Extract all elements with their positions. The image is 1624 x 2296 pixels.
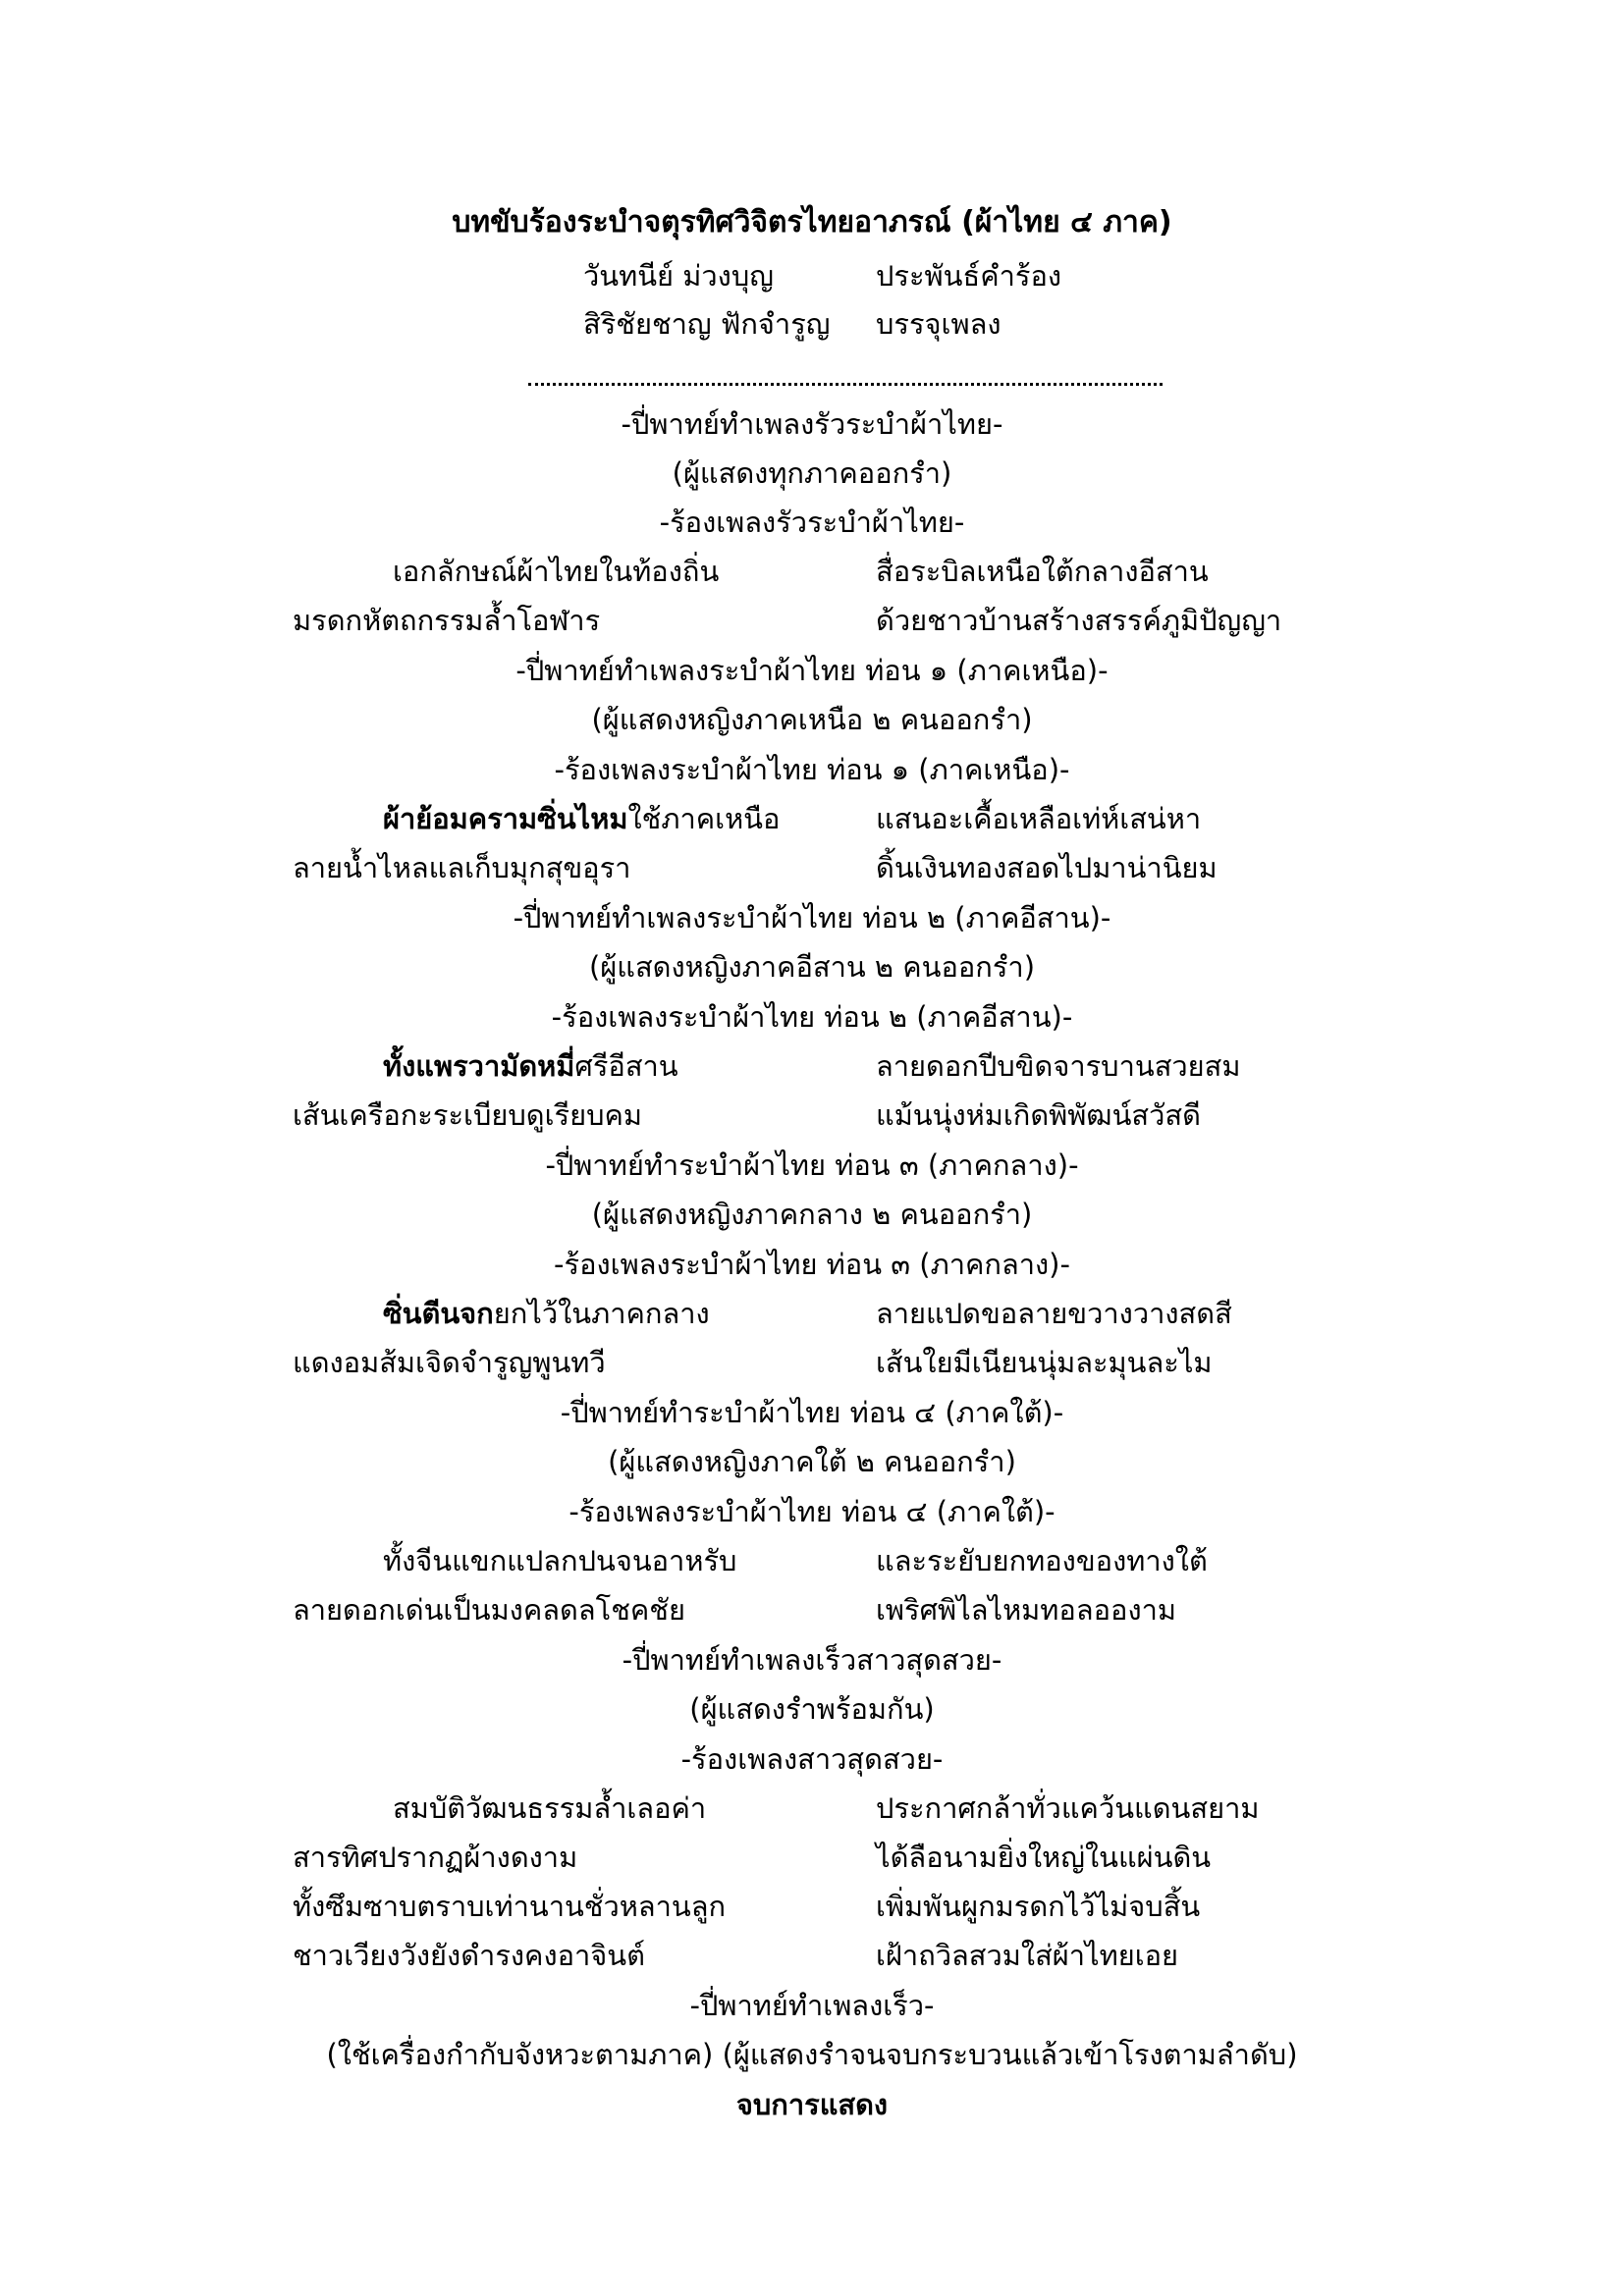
verse-second-half: แม้นนุ่งห่มเกิดพิพัฒน์สวัสดี: [876, 1098, 1201, 1132]
stage-direction: -ร้องเพลงรัวระบำผ้าไทย-: [659, 506, 965, 539]
verse-first-half: เอกลักษณ์ผ้าไทยในท้องถิ่น: [393, 555, 720, 588]
verse-second-half: ได้ลือนามยิ่งใหญ่ในแผ่นดิน: [876, 1841, 1212, 1874]
stage-direction: -ร้องเพลงระบำผ้าไทย ท่อน ๒ (ภาคอีสาน)-: [551, 1000, 1073, 1034]
verse-first-half: ทั้งจีนแขกแปลกปนจนอาหรับ: [383, 1544, 737, 1577]
verse-first-half: แดงอมส้มเจิดจำรูญพูนทวี: [293, 1346, 606, 1379]
verse-second-half: เส้นใยมีเนียนนุ่มละมุนละไม: [876, 1346, 1213, 1379]
verse-second-half: ประกาศกล้าทั่วแคว้นแดนสยาม: [876, 1791, 1260, 1825]
verse-first-half: ชาวเวียงวังยังดำรงคงอาจินต์: [293, 1939, 645, 1972]
verse-second-half: ด้วยชาวบ้านสร้างสรรค์ภูมิปัญญา: [876, 604, 1282, 637]
stage-direction: -ร้องเพลงสาวสุดสวย-: [680, 1742, 944, 1776]
verse-first-half: [383, 1294, 710, 1333]
author-name: วันทนีย์ ม่วงบุญ: [583, 259, 774, 293]
document-title: บทขับร้องระบำจตุรทิศวิจิตรไทยอาภรณ์ (ผ้าไทย ๔ ภาค): [452, 205, 1172, 240]
stage-direction: (ผู้แสดงหญิงภาคใต้ ๒ คนออกรำ): [608, 1445, 1016, 1478]
stage-direction: (ใช้เครื่องกำกับจังหวะตามภาค) (ผู้แสดงรำจนจบกระบวนแล้วเข้าโรงตามลำดับ): [326, 2038, 1298, 2071]
stage-direction: -ปี่พาทย์ทำระบำผ้าไทย ท่อน ๔ (ภาคใต้)-: [560, 1396, 1064, 1429]
stage-direction: -ปี่พาทย์ทำเพลงระบำผ้าไทย ท่อน ๒ (ภาคอีสาน)-: [513, 901, 1111, 934]
ending-text: จบการแสดง: [735, 2088, 889, 2121]
verse-second-half: เพิ่มพันผูกมรดกไว้ไม่จบสิ้น: [876, 1890, 1201, 1923]
stage-direction: -ร้องเพลงระบำผ้าไทย ท่อน ๑ (ภาคเหนือ)-: [554, 753, 1070, 786]
verse-second-half: ลายดอกปีบขิดจารบานสวยสม: [876, 1049, 1241, 1083]
arranger-role: บรรจุเพลง: [876, 307, 1001, 341]
verse-second-half: แสนอะเคื้อเหลือเท่ห์เสน่หา: [876, 802, 1202, 835]
verse-first-half: ลายดอกเด่นเป็นมงคลดลโชคชัย: [293, 1593, 685, 1627]
stage-direction: (ผู้แสดงหญิงภาคกลาง ๒ คนออกรำ): [591, 1198, 1033, 1231]
stage-direction: -ปี่พาทย์ทำระบำผ้าไทย ท่อน ๓ (ภาคกลาง)-: [545, 1148, 1079, 1182]
stage-direction: -ปี่พาทย์ทำเพลงระบำผ้าไทย ท่อน ๑ (ภาคเหนือ)-: [515, 654, 1109, 687]
verse-second-half: เฝ้าถวิลสวมใส่ผ้าไทยเอย: [876, 1939, 1179, 1972]
verse-second-half: เพริศพิไลไหมทอลอองาม: [876, 1593, 1177, 1627]
verse-text: ใช้ภาคเหนือ: [627, 802, 781, 835]
fabric-name: ผ้าย้อมครามซิ่นไหม: [383, 802, 628, 835]
stage-direction: -ปี่พาทย์ทำเพลงเร็วสาวสุดสวย-: [622, 1643, 1002, 1677]
author-role: ประพันธ์คำร้อง: [876, 259, 1062, 293]
stage-direction: -ร้องเพลงระบำผ้าไทย ท่อน ๔ (ภาคใต้)-: [568, 1495, 1056, 1528]
verse-text: ยกไว้ในภาคกลาง: [493, 1297, 710, 1330]
stage-direction: (ผู้แสดงหญิงภาคเหนือ ๒ คนออกรำ): [591, 703, 1033, 736]
stage-direction: (ผู้แสดงทุกภาคออกรำ): [672, 456, 952, 490]
stage-direction: -ร้องเพลงระบำผ้าไทย ท่อน ๓ (ภาคกลาง)-: [554, 1248, 1070, 1281]
verse-second-half: ดิ้นเงินทองสอดไปมาน่านิยม: [876, 851, 1218, 884]
stage-direction: -ปี่พาทย์ทำเพลงรัวระบำผ้าไทย-: [621, 407, 1003, 441]
dotted-separator: [528, 373, 1163, 386]
verse-second-half: และระยับยกทองของทางใต้: [876, 1544, 1208, 1577]
fabric-name: ซิ่นตีนจก: [383, 1297, 494, 1330]
verse-first-half: เส้นเครือกะระเบียบดูเรียบคม: [293, 1098, 642, 1132]
arranger-name: สิริชัยชาญ ฟักจำรูญ: [583, 307, 831, 341]
stage-direction: (ผู้แสดงรำพร้อมกัน): [689, 1692, 935, 1726]
verse-first-half: ทั้งซึมซาบตราบเท่านานชั่วหลานลูก: [293, 1890, 727, 1923]
verse-text: ศรีอีสาน: [574, 1049, 678, 1083]
stage-direction: (ผู้แสดงหญิงภาคอีสาน ๒ คนออกรำ): [588, 950, 1036, 984]
verse-first-half: [383, 1046, 678, 1086]
verse-first-half: สมบัติวัฒนธรรมล้ำเลอค่า: [393, 1791, 707, 1825]
verse-first-half: ลายน้ำไหลแลเก็บมุกสุขอุรา: [293, 851, 631, 884]
stage-direction: -ปี่พาทย์ทำเพลงเร็ว-: [689, 1989, 935, 2022]
verse-first-half: [383, 799, 780, 838]
verse-first-half: สารทิศปรากฏผ้างดงาม: [293, 1841, 578, 1874]
verse-second-half: ลายแปดขอลายขวางวางสดสี: [876, 1297, 1232, 1330]
verse-second-half: สื่อระบิลเหนือใต้กลางอีสาน: [876, 555, 1209, 588]
verse-first-half: มรดกหัตถกรรมล้ำโอฬาร: [293, 604, 601, 637]
fabric-name: ทั้งแพรวามัดหมี่: [383, 1049, 575, 1083]
